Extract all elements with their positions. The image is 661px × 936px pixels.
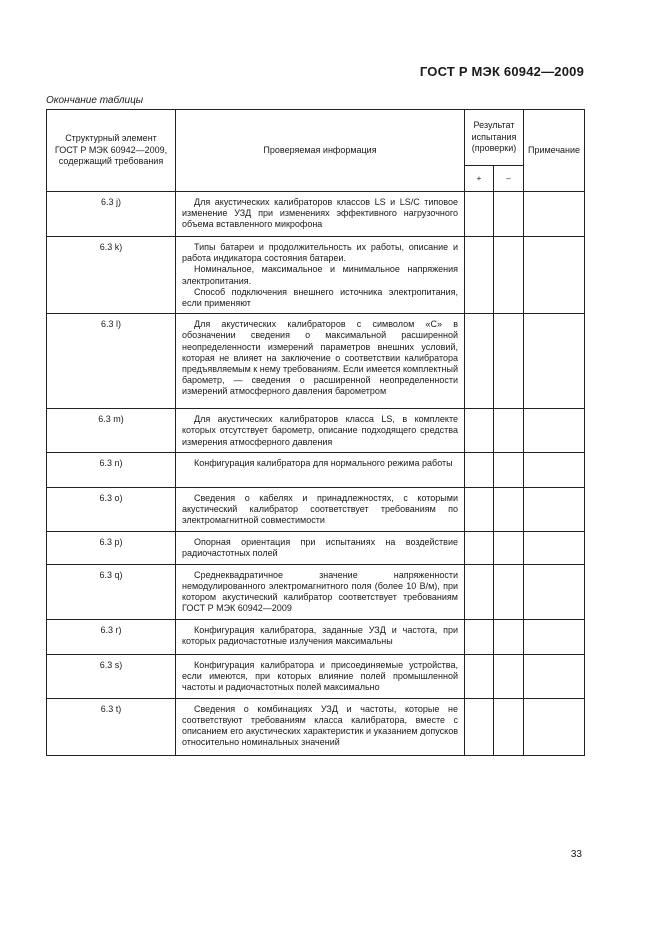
- info-paragraph: Конфигурация калибратора, заданные УЗД и частота, при которых радиочастотные излучения максимальны: [182, 624, 458, 646]
- row-information: [176, 564, 465, 619]
- info-paragraph: Способ подключения внешнего источника электропитания, если применяют: [182, 286, 458, 309]
- info-paragraph: Конфигурация калибратора для нормального режима работы: [194, 457, 453, 468]
- info-paragraph: Для акустических калибраторов с символом «С» в обозначении сведения о максимальной расширенной неопределенности измерений параметров внешних условий, которая не влияет на заключение о соответствии калибратора предъявляемым к нему требованиям. Если имеется комплектный барометр, — сведения о расширенной неопределенности измерений атмосферного давления барометром: [182, 319, 458, 397]
- row-section-ref: 6.3 l): [47, 314, 176, 409]
- header-checked-information: Проверяемая информация: [176, 110, 465, 192]
- row-section-ref: 6.3 k): [47, 237, 176, 314]
- info-paragraph: Для акустических калибраторов класса LS, в комплекте которых отсутствует барометр, описание подходящего средства измерения атмосферного давления: [182, 414, 458, 447]
- row-section-ref: 6.3 n): [47, 452, 176, 487]
- table-row: [47, 619, 585, 654]
- row-section-ref: 6.3 o): [47, 487, 176, 531]
- result-plus-cell: [465, 654, 494, 698]
- note-cell: [524, 192, 585, 237]
- table-row: [47, 452, 585, 487]
- header-structural-element: Структурный элемент ГОСТ Р МЭК 60942—2009, содержащий требования: [47, 110, 176, 192]
- result-plus-cell: [465, 698, 494, 755]
- result-minus-cell: [494, 531, 524, 564]
- table-row: [47, 237, 585, 314]
- page-number: 33: [570, 849, 582, 860]
- info-paragraph: Среднеквадратичное значение напряженности немодулированного электромагнитного поля (более 10 В/м), при котором акустический калибратор соответствует требованиям ГОСТ Р МЭК 60942—2009: [182, 569, 458, 614]
- row-section-ref: 6.3 p): [47, 531, 176, 564]
- header-note: Примечание: [524, 110, 585, 192]
- result-plus-cell: [465, 452, 494, 487]
- info-paragraph: Конфигурация калибратора и присоединяемые устройства, если имеются, при которых влияние полей промышленной частоты и радиочастотных полей максимально: [182, 659, 458, 693]
- document-id: ГОСТ Р МЭК 60942—2009: [419, 64, 584, 79]
- note-cell: [524, 314, 585, 409]
- info-paragraph: Типы батареи и продолжительность их работы, описание и работа индикатора состояния батареи.: [182, 242, 458, 264]
- note-cell: [524, 564, 585, 619]
- row-information: [176, 409, 465, 453]
- note-cell: [524, 654, 585, 698]
- result-plus-cell: [465, 531, 494, 564]
- table-row: [47, 564, 585, 619]
- row-information: [176, 531, 465, 564]
- result-minus-cell: [494, 452, 524, 487]
- header-test-result: Результат испытания (проверки): [465, 110, 524, 166]
- info-paragraph: Для акустических калибраторов классов LS и LS/C типовое изменение УЗД при изменениях эффективного нагрузочного объема вставленного микрофона: [182, 197, 458, 230]
- table-row: [47, 531, 585, 564]
- result-plus-cell: [465, 619, 494, 654]
- note-cell: [524, 452, 585, 487]
- row-section-ref: 6.3 r): [47, 619, 176, 654]
- result-minus-cell: [494, 487, 524, 531]
- row-section-ref: 6.3 m): [47, 409, 176, 453]
- row-information: [176, 487, 465, 531]
- result-minus-cell: [494, 698, 524, 755]
- result-minus-cell: [494, 654, 524, 698]
- row-information: [176, 192, 465, 237]
- table-row: [47, 192, 585, 237]
- result-minus-cell: [494, 619, 524, 654]
- row-information: [176, 237, 465, 314]
- table-row: [47, 654, 585, 698]
- note-cell: [524, 698, 585, 755]
- result-plus-cell: [465, 487, 494, 531]
- verification-table: [46, 109, 585, 756]
- row-section-ref: 6.3 s): [47, 654, 176, 698]
- row-information: [176, 452, 465, 487]
- row-information: [176, 314, 465, 409]
- note-cell: [524, 531, 585, 564]
- note-cell: [524, 487, 585, 531]
- row-section-ref: 6.3 j): [47, 192, 176, 237]
- result-plus-cell: [465, 237, 494, 314]
- info-paragraph: Номинальное, максимальное и минимальное напряжения электропитания.: [182, 264, 458, 286]
- result-minus-cell: [494, 192, 524, 237]
- table-row: [47, 409, 585, 453]
- table-row: [47, 314, 585, 409]
- info-paragraph: Сведения о кабелях и принадлежностях, с которыми акустический калибратор соответствует требованиям по электромагнитной совместимости: [182, 492, 458, 526]
- header-result-plus: +: [465, 166, 494, 192]
- result-minus-cell: [494, 237, 524, 314]
- result-plus-cell: [465, 564, 494, 619]
- note-cell: [524, 619, 585, 654]
- info-paragraph: Опорная ориентация при испытаниях на воздействие радиочастотных полей: [182, 536, 458, 559]
- row-section-ref: 6.3 t): [47, 698, 176, 755]
- note-cell: [524, 409, 585, 453]
- table-body: [47, 192, 585, 756]
- table-caption: Окончание таблицы: [46, 95, 144, 106]
- result-minus-cell: [494, 564, 524, 619]
- result-minus-cell: [494, 409, 524, 453]
- info-paragraph: Сведения о комбинациях УЗД и частоты, которые не соответствуют требованиям класса калибратора, вместе с описанием его акустических характеристик и указанием допусков относительно номинальных значений: [182, 703, 458, 748]
- table-row: [47, 487, 585, 531]
- table-row: [47, 698, 585, 755]
- note-cell: [524, 237, 585, 314]
- header-result-minus: –: [494, 166, 524, 192]
- result-plus-cell: [465, 409, 494, 453]
- result-minus-cell: [494, 314, 524, 409]
- result-plus-cell: [465, 192, 494, 237]
- row-information: [176, 698, 465, 755]
- row-information: [176, 619, 465, 654]
- row-information: [176, 654, 465, 698]
- row-section-ref: 6.3 q): [47, 564, 176, 619]
- result-plus-cell: [465, 314, 494, 409]
